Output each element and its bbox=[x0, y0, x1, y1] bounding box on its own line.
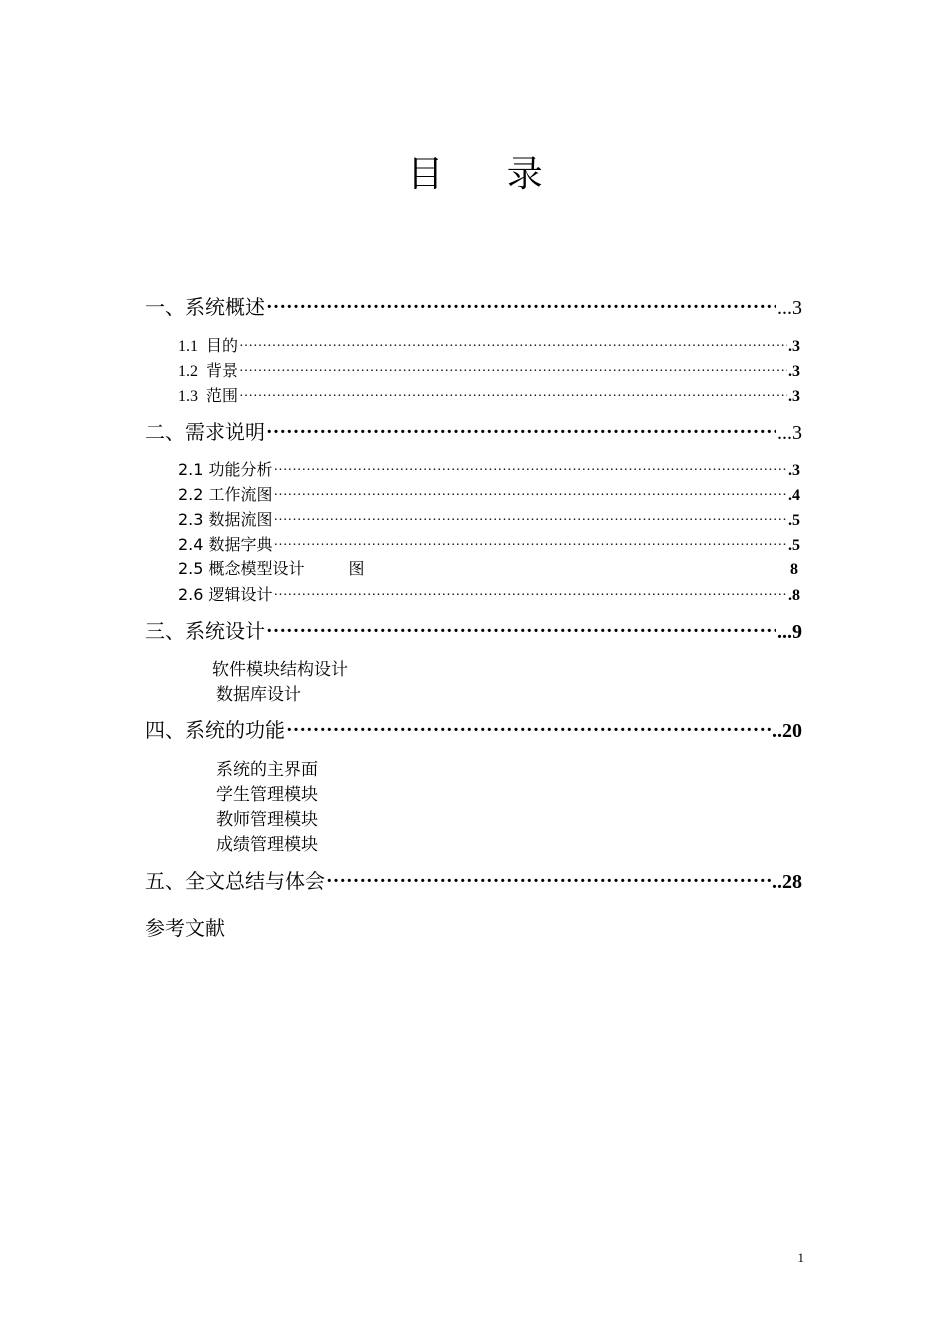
toc-item-4-2[interactable]: 学生管理模块 bbox=[216, 785, 318, 805]
toc-item-1-3[interactable] bbox=[178, 382, 800, 406]
toc-item-label: 范围 bbox=[206, 386, 239, 406]
toc-section-2[interactable] bbox=[145, 415, 802, 445]
toc-section-5[interactable] bbox=[145, 864, 802, 894]
toc-item-3-1[interactable]: 软件模块结构设计 bbox=[212, 660, 348, 680]
toc-item-label: 2.2 工作流图 bbox=[178, 485, 273, 505]
toc-item-1-2[interactable] bbox=[178, 357, 800, 381]
toc-page-number: ...3 bbox=[777, 422, 802, 444]
toc-item-2-2[interactable] bbox=[178, 481, 800, 505]
toc-leader-dots bbox=[274, 581, 787, 600]
toc-page-number: ..28 bbox=[772, 871, 802, 893]
toc-page-number: .3 bbox=[788, 363, 800, 381]
toc-page-number: 8 bbox=[790, 561, 798, 578]
toc-item-label: 2.5 概念模型设计 bbox=[178, 559, 305, 578]
toc-item-2-6[interactable] bbox=[178, 581, 800, 605]
toc-item-label: 2.3 数据流图 bbox=[178, 510, 273, 530]
toc-references[interactable]: 参考文献 bbox=[145, 916, 225, 940]
toc-item-label: 2.6 逻辑设计 bbox=[178, 585, 273, 605]
toc-section-label: 一、系统概述 bbox=[145, 295, 265, 319]
page-title: 目 录 bbox=[407, 154, 569, 195]
toc-section-label: 五、全文总结与体会 bbox=[145, 869, 325, 893]
toc-page-number: .4 bbox=[788, 487, 800, 505]
toc-section-label: 二、需求说明 bbox=[145, 420, 265, 444]
toc-page-number: ...3 bbox=[777, 297, 802, 319]
toc-leader-dots bbox=[239, 382, 787, 401]
toc-section-1[interactable] bbox=[145, 290, 802, 320]
toc-leader-dots bbox=[274, 456, 787, 475]
toc-leader-dots bbox=[239, 332, 787, 351]
toc-item-2-5[interactable] bbox=[178, 556, 800, 579]
toc-page-number: .3 bbox=[788, 338, 800, 356]
toc-section-3[interactable] bbox=[145, 614, 802, 644]
toc-item-4-1[interactable]: 系统的主界面 bbox=[216, 760, 318, 780]
toc-item-2-4[interactable] bbox=[178, 531, 800, 555]
toc-leader-dots bbox=[274, 531, 787, 550]
toc-item-2-1[interactable] bbox=[178, 456, 800, 480]
toc-leader-dots bbox=[326, 864, 771, 888]
toc-leader-dots bbox=[286, 713, 771, 737]
toc-item-number: 1.2 bbox=[178, 363, 198, 381]
toc-page-number: .3 bbox=[788, 462, 800, 480]
toc-leader-dots bbox=[274, 481, 787, 500]
toc-item-label: 2.4 数据字典 bbox=[178, 535, 273, 555]
toc-item-label: 背景 bbox=[206, 361, 239, 381]
toc-page-number: ..20 bbox=[772, 720, 802, 742]
toc-item-extra: 图 bbox=[348, 559, 365, 578]
toc-item-4-3[interactable]: 教师管理模块 bbox=[216, 810, 318, 830]
toc-section-label: 三、系统设计 bbox=[145, 619, 265, 643]
page-number: 1 bbox=[797, 1250, 804, 1265]
toc-item-3-2[interactable]: 数据库设计 bbox=[216, 685, 301, 705]
toc-page-number: .5 bbox=[788, 537, 800, 555]
toc-item-number: 1.3 bbox=[178, 388, 198, 406]
toc-section-4[interactable] bbox=[145, 713, 802, 743]
toc-leader-dots bbox=[266, 415, 776, 439]
toc-leader-dots bbox=[239, 357, 787, 376]
toc-item-4-4[interactable]: 成绩管理模块 bbox=[216, 835, 318, 855]
toc-item-2-3[interactable] bbox=[178, 506, 800, 530]
toc-item-label: 目的 bbox=[206, 336, 239, 356]
toc-item-1-1[interactable] bbox=[178, 332, 800, 356]
toc-page-number: .8 bbox=[788, 587, 800, 605]
toc-leader-dots bbox=[266, 290, 776, 314]
toc-section-label: 四、系统的功能 bbox=[145, 718, 285, 742]
toc-page-number: ...9 bbox=[777, 621, 802, 643]
toc-page-number: .3 bbox=[788, 388, 800, 406]
toc-item-number: 1.1 bbox=[178, 338, 198, 356]
toc-item-label: 2.1 功能分析 bbox=[178, 460, 273, 480]
toc-page-number: .5 bbox=[788, 512, 800, 530]
toc-leader-dots bbox=[274, 506, 787, 525]
toc-leader-dots bbox=[266, 614, 776, 638]
